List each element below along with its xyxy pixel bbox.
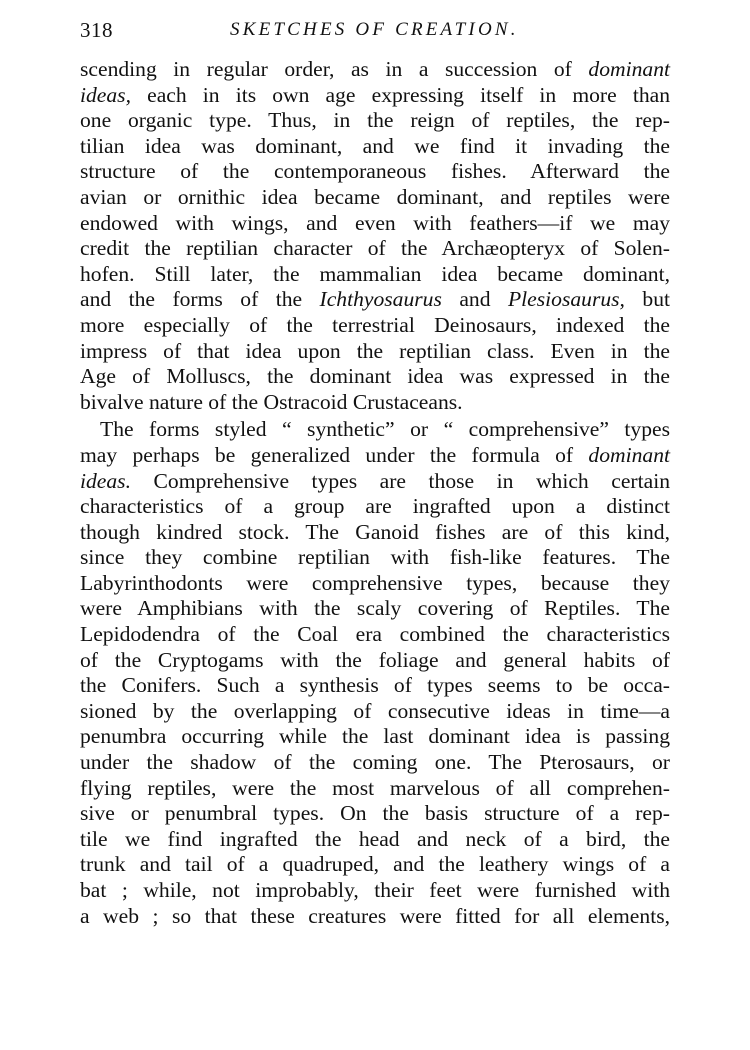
italic-term: ideas, <box>80 82 131 107</box>
body-text <box>80 57 670 929</box>
text-line: Lepidodendra of the Coal era combined the characteristics <box>80 622 670 647</box>
text-line: may perhaps be generalized under the formula of dominant <box>80 442 670 467</box>
text-line: Labyrinthodonts were comprehensive types, because they <box>80 570 670 595</box>
text-line: ideas. Comprehensive types are those in which certain <box>80 468 670 493</box>
text-line: credit the reptilian character of the Archæopteryx of Solen- <box>80 236 670 261</box>
italic-term: dominant <box>588 57 670 81</box>
text-line: avian or ornithic idea became dominant, and reptiles were <box>80 184 670 209</box>
text-line: sive or penumbral types. On the basis structure of a rep- <box>80 801 670 826</box>
text-line: tilian idea was dominant, and we find it invading the <box>80 133 670 158</box>
text-line: and the forms of the Ichthyosaurus and Plesiosaurus, but <box>80 287 670 312</box>
text-line: penumbra occurring while the last dominant idea is passing <box>80 724 670 749</box>
text-line: scending in regular order, as in a succession of dominant <box>80 57 670 81</box>
italic-term: Ichthyosaurus <box>319 287 442 312</box>
running-head <box>80 16 670 48</box>
text-line: more especially of the terrestrial Deinosaurs, indexed the <box>80 312 670 337</box>
text-line: Age of Molluscs, the dominant idea was expressed in the <box>80 364 670 389</box>
text-line: one organic type. Thus, in the reign of reptiles, the rep- <box>80 108 670 133</box>
italic-term: ideas. <box>80 468 131 493</box>
text-line: bat ; while, not improbably, their feet were furnished with <box>80 878 670 902</box>
text-line: a web ; so that these creatures were fitted for all elements, <box>80 903 670 928</box>
text-line: The forms styled “ synthetic” or “ comprehensive” types <box>100 417 670 442</box>
text-line: bivalve nature of the Ostracoid Crustaceans. <box>80 389 463 414</box>
text-line: flying reptiles, were the most marvelous of all comprehen- <box>80 775 670 800</box>
text-line: under the shadow of the coming one. The Pterosaurs, or <box>80 750 670 775</box>
text-line: were Amphibians with the scaly covering of Reptiles. The <box>80 596 670 621</box>
text-line: endowed with wings, and even with feathers—if we may <box>80 210 670 235</box>
text-line: ideas, each in its own age expressing itself in more than <box>80 82 670 107</box>
text-line: characteristics of a group are ingrafted upon a distinct <box>80 494 670 519</box>
text-line: sioned by the overlapping of consecutive ideas in time—a <box>80 698 670 723</box>
text-line: impress of that idea upon the reptilian class. Even in the <box>80 338 670 363</box>
text-line: since they combine reptilian with fish-like features. The <box>80 545 670 570</box>
text-line: of the Cryptogams with the foliage and general habits of <box>80 647 670 672</box>
text-line: though kindred stock. The Ganoid fishes are of this kind, <box>80 519 670 544</box>
text-line: structure of the contemporaneous fishes. Afterward the <box>80 159 670 184</box>
italic-term: dominant <box>588 442 670 467</box>
running-title: SKETCHES OF CREATION. <box>230 19 519 40</box>
italic-term: Plesiosaurus, <box>507 287 625 312</box>
text-line: tile we find ingrafted the head and neck of a bird, the <box>80 826 670 851</box>
page-number: 318 <box>80 18 113 42</box>
text-line: hofen. Still later, the mammalian idea became dominant, <box>80 261 670 286</box>
text-line: trunk and tail of a quadruped, and the leathery wings of a <box>80 852 670 877</box>
text-line: the Conifers. Such a synthesis of types seems to be occa- <box>80 673 670 698</box>
